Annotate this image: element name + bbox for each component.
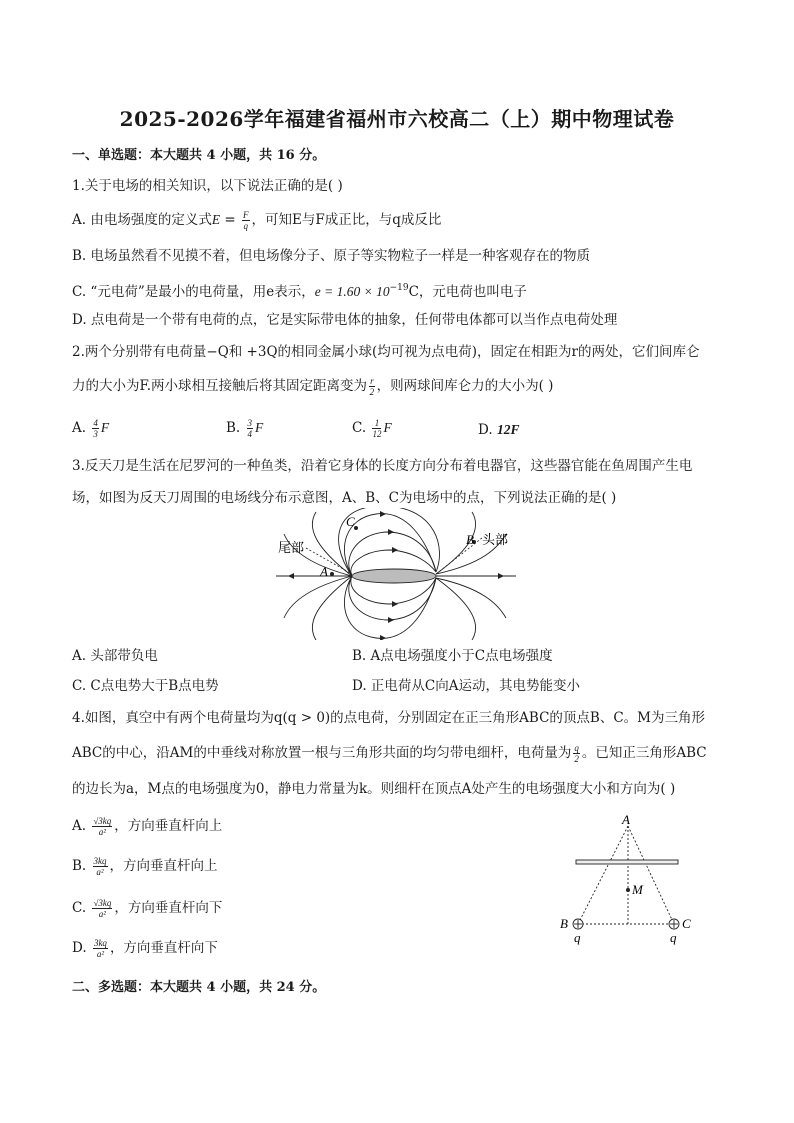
q1-c-exponent: −19 [389, 283, 409, 293]
q1-option-d: D. 点电荷是一个带有电荷的点，它是实际带电体的抽象，任何带电体都可以当作点电荷处理 [72, 312, 618, 328]
q2-d-label: D. [478, 422, 497, 438]
q4-d-tail: ，方向垂直杆向下 [109, 940, 218, 956]
q3-option-a: A. 头部带负电 [72, 648, 158, 664]
label-center-m: M [632, 882, 643, 897]
electric-fish-field-diagram [276, 508, 516, 640]
q3-stem-line1: 3.反天刀是生活在尼罗河的一种鱼类，沿着它身体的长度方向分布着电器官，这些器官能在鱼周围产生电 [72, 458, 693, 474]
q1-a-fraction [242, 210, 250, 231]
tail-pointer [306, 548, 352, 574]
label-point-b: B [466, 532, 474, 547]
triangle-rod-diagram [556, 814, 706, 948]
point-a-dot [330, 572, 334, 576]
q3-option-b: B. A点电场强度小于C点电场强度 [352, 648, 553, 664]
q2-option-b [226, 418, 263, 439]
q2-b-tail: F [255, 420, 264, 435]
q1-c-formula: e = 1.60 × 10 [314, 284, 390, 299]
center-m-dot [626, 888, 630, 892]
q1-stem: 1.关于电场的相关知识，以下说法正确的是( ) [72, 178, 343, 194]
label-charge-b: q [574, 930, 581, 945]
q4-d-num: 3kq [93, 938, 107, 948]
q4-a-fraction [92, 816, 112, 837]
q2-c-label: C. [352, 420, 371, 436]
q3-option-c: C. C点电势大于B点电势 [72, 678, 219, 694]
q4-stem-line3: 的边长为a，M点的电场强度为0，静电力常量为k。则细杆在顶点A处产生的电场强度大小和方向为( ) [72, 781, 676, 797]
charge-c [669, 919, 679, 929]
q4-c-num: √3kq [93, 898, 112, 908]
q2-a-label: A. [72, 420, 91, 436]
label-vertex-b: B [560, 916, 568, 931]
q2-option-c [352, 418, 392, 439]
label-head: 头部 [482, 532, 509, 547]
q2-b-den: 4 [247, 429, 253, 439]
label-vertex-a: A [622, 814, 630, 827]
q4-stem-text: ABC的中心，沿AM的中垂线对称放置一根与三角形共面的均匀带电细杆，电荷量为 [72, 745, 572, 761]
q2-d-tail: 12F [496, 422, 520, 437]
q2-a-fraction [92, 418, 99, 439]
q2-a-den: 3 [93, 429, 98, 439]
q4-frac-denominator: 2 [574, 754, 579, 764]
q4-c-fraction [92, 898, 112, 919]
q4-c-label: C. [72, 900, 91, 916]
q2-option-d [478, 420, 519, 440]
q2-b-label: B. [226, 420, 245, 436]
q1-a-denominator: q [243, 221, 248, 231]
q2-frac-numerator: r [370, 376, 374, 386]
q2-a-tail: F [100, 420, 110, 435]
q1-a-symbol: E [211, 212, 221, 227]
q4-b-num: 3kq [93, 856, 107, 866]
q4-a-den: a² [98, 827, 106, 837]
q1-a-tail: ，可知E与F成正比，与q成反比 [251, 212, 442, 228]
q2-stem-line1: 2.两个分别带有电荷量−Q和 +3Q的相同金属小球(均可视为点电荷)，固定在相距为r的两处，它们间库仑 [72, 344, 700, 360]
q4-a-label: A. [72, 818, 91, 834]
q4-option-d [72, 938, 218, 959]
charged-rod [576, 860, 678, 864]
q4-b-label: B. [72, 858, 91, 874]
q4-frac-numerator: q [574, 743, 579, 753]
q4-b-fraction [93, 856, 108, 877]
triangle-edges [578, 826, 674, 924]
q4-a-tail: ，方向垂直杆向上 [114, 818, 223, 834]
label-tail: 尾部 [278, 540, 305, 555]
page-title: 2025-2026学年福建省福州市六校高二（上）期中物理试卷 [119, 107, 675, 131]
q2-c-tail: F [383, 420, 392, 435]
q1-c-text: C. “元电荷”是最小的电荷量，用e表示， [72, 284, 315, 300]
q2-stem-line2 [72, 376, 553, 397]
q4-c-den: a² [98, 909, 106, 919]
section-heading-multi: 二、多选题：本大题共 4 小题，共 24 分。 [72, 980, 326, 995]
section-heading-single: 一、单选题：本大题共 4 小题，共 16 分。 [72, 148, 326, 163]
q2-a-num: 4 [93, 418, 98, 428]
q4-d-den: a² [96, 949, 105, 959]
q4-stem-line1: 4.如图，真空中有两个电荷量均为q(q > 0)的点电荷，分别固定在正三角形ABC的顶点B、C。M为三角形 [72, 710, 706, 726]
q3-stem-line2: 场，如图为反天刀周围的电场线分布示意图，A、B、C为电场中的点，下列说法正确的是( ) [72, 490, 617, 506]
q2-c-fraction [372, 418, 381, 439]
q4-d-label: D. [72, 940, 91, 956]
q1-a-text: A. 由电场强度的定义式 [72, 212, 212, 228]
q1-option-a [72, 210, 441, 231]
q2-stem-text: 力的大小为F.两小球相互接触后将其固定距离变为 [72, 378, 368, 394]
label-charge-c: q [670, 930, 677, 945]
q2-stem-tail: ，则两球间库仑力的大小为( ) [376, 378, 554, 394]
q2-c-den: 12 [372, 429, 382, 439]
q4-option-c [72, 898, 222, 919]
q4-c-tail: ，方向垂直杆向下 [114, 900, 223, 916]
q2-b-num: 3 [247, 418, 253, 428]
q2-fraction [369, 376, 375, 397]
q2-frac-denominator: 2 [369, 387, 375, 397]
q4-d-fraction [93, 938, 108, 959]
q4-stem-tail: 。已知正三角形ABC [581, 745, 707, 761]
q1-option-b: B. 电场虽然看不见摸不着，但电场像分子、原子等实物粒子一样是一种客观存在的物质 [72, 248, 591, 264]
q1-a-eq: = [220, 212, 240, 228]
q4-b-den: a² [96, 867, 104, 877]
q4-option-a [72, 816, 222, 837]
q1-a-numerator: F [243, 210, 249, 220]
q1-option-c [72, 278, 527, 302]
label-point-a: A [320, 564, 328, 579]
q2-b-fraction [247, 418, 254, 439]
label-point-c: C [346, 514, 355, 529]
q3-option-d: D. 正电荷从C向A运动，其电势能变小 [352, 678, 581, 694]
q2-option-a [72, 418, 109, 439]
q4-fraction [573, 743, 580, 764]
fish-body [352, 569, 436, 583]
q4-a-num: √3kq [93, 816, 112, 826]
q4-stem-line2 [72, 743, 707, 764]
charge-b [573, 919, 583, 929]
label-vertex-c: C [682, 916, 691, 931]
q2-c-num: 1 [372, 418, 381, 429]
q4-option-b [72, 856, 218, 877]
q1-c-tail: C，元电荷也叫电子 [408, 284, 527, 300]
q4-b-tail: ，方向垂直杆向上 [109, 858, 218, 874]
